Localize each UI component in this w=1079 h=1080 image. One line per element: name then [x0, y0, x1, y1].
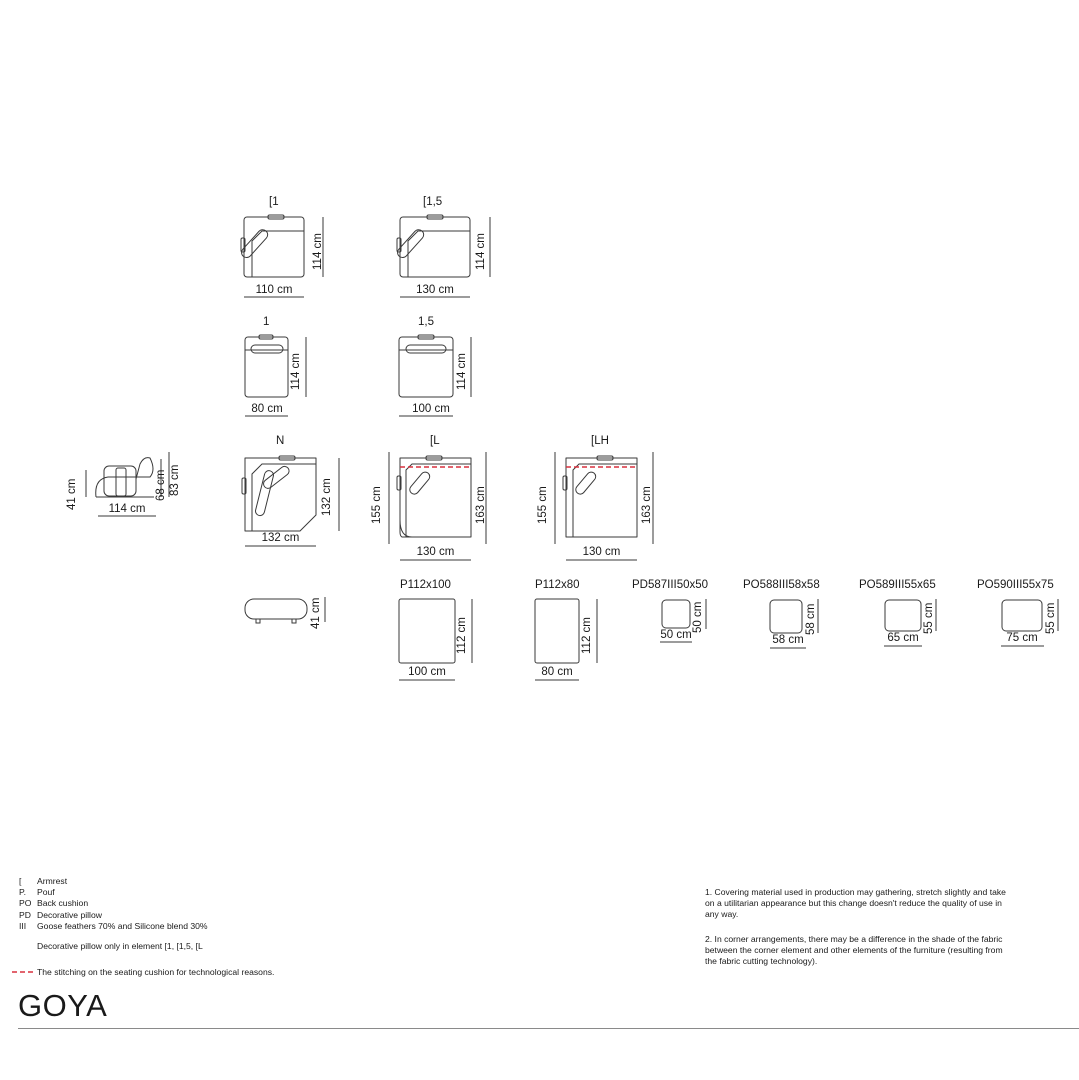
dim-m1-depth: 114 cm	[290, 353, 302, 390]
legend-row	[19, 921, 208, 932]
legend-row	[19, 898, 208, 909]
dim-po588-width: 58 cm	[772, 634, 804, 646]
drawing-l	[389, 452, 486, 560]
dim-pd587-height: 50 cm	[692, 601, 704, 633]
drawing-lh	[555, 452, 653, 560]
dim-m15-depth: 114 cm	[456, 353, 468, 390]
dim-po590-height: 55 cm	[1045, 602, 1057, 634]
label-po590-name: PO590III55x75	[977, 579, 1054, 591]
dim-po588-height: 58 cm	[805, 603, 817, 635]
legend-key: III	[19, 920, 27, 931]
label-lh-name: [LH	[591, 435, 609, 447]
legend-text: Armrest	[37, 876, 68, 886]
note-1: 1. Covering material used in production may gathering, stretch slightly and take on a utilitarian appearance but this change doesn't reduce the quality of use in any way.	[705, 887, 1006, 919]
dim-n-width: 132 cm	[261, 532, 300, 544]
label-l-name: [L	[430, 435, 440, 447]
dim-l-depth-right: 163 cm	[475, 486, 487, 524]
label-arm1-name: [1	[269, 196, 279, 208]
dim-side-arm-height: 68 cm	[155, 469, 167, 501]
dim-po589-width: 65 cm	[887, 632, 919, 644]
dim-m15-width: 100 cm	[412, 403, 450, 415]
dim-lh-depth-left: 155 cm	[537, 486, 549, 524]
dim-m1-width: 80 cm	[251, 403, 283, 415]
legend-text: Back cushion	[37, 898, 89, 909]
legend-row	[19, 887, 208, 898]
dim-l-width: 130 cm	[416, 546, 455, 558]
dim-l-depth-left: 155 cm	[371, 486, 383, 524]
dim-side-back-height: 83 cm	[169, 464, 181, 496]
dim-n-depth: 132 cm	[321, 478, 333, 516]
dim-side-depth: 114 cm	[108, 503, 146, 515]
label-p112x100-name: P112x100	[400, 579, 451, 591]
legend-key: P.	[19, 887, 27, 898]
label-po588-name: PO588III58x58	[743, 579, 820, 591]
label-n-name: N	[276, 435, 285, 447]
dim-arm1-width: 110 cm	[255, 284, 293, 296]
legend-row	[19, 876, 208, 887]
note-2: 2. In corner arrangements, there may be a difference in the shade of the fabric between the corner element and other elements of the furniture (resulting from the fabric cutting technology).	[705, 934, 1003, 966]
legend-text: Decorative pillow	[37, 909, 102, 920]
label-m1-name: 1	[263, 316, 270, 328]
dim-p112x80-depth: 112 cm	[581, 617, 593, 654]
legend-decorative-note: Decorative pillow only in element [1, [1,5, [L	[37, 941, 203, 952]
dim-p112x100-width: 100 cm	[408, 666, 446, 678]
label-p112x80-name: P112x80	[535, 579, 580, 591]
legend-text: Pouf	[37, 887, 55, 898]
dim-p112x100-depth: 112 cm	[456, 617, 468, 654]
dim-p112x80-width: 80 cm	[541, 666, 573, 678]
dim-arm15-depth: 114 cm	[475, 233, 487, 270]
legend-text: Goose feathers 70% and Silicone blend 30%	[37, 920, 208, 931]
legend-key: PO	[19, 898, 32, 909]
dim-lh-width: 130 cm	[582, 546, 621, 558]
brand-title: GOYA	[18, 988, 108, 1023]
dim-side-seat-height: 41 cm	[66, 478, 78, 510]
legend	[19, 876, 208, 952]
dim-arm1-depth: 114 cm	[312, 233, 324, 270]
dim-po589-height: 55 cm	[923, 602, 935, 634]
dim-pd587-width: 50 cm	[660, 629, 692, 641]
dim-arm15-width: 130 cm	[416, 284, 454, 296]
legend-key: [	[19, 876, 22, 886]
label-arm15-name: [1,5	[423, 196, 443, 208]
label-po589-name: PO589III55x65	[859, 579, 936, 591]
dim-po590-width: 75 cm	[1006, 632, 1038, 644]
label-pd587-name: PD587III50x50	[632, 579, 709, 591]
legend-row	[19, 910, 208, 921]
label-m15-name: 1,5	[418, 316, 434, 328]
footer-rule	[18, 1028, 1079, 1029]
legend-key: PD	[19, 909, 31, 920]
dim-lh-depth-right: 163 cm	[641, 486, 653, 524]
dim-pouf-height: 41 cm	[310, 597, 322, 629]
legend-stitch-note: The stitching on the seating cushion for technological reasons.	[37, 967, 275, 977]
